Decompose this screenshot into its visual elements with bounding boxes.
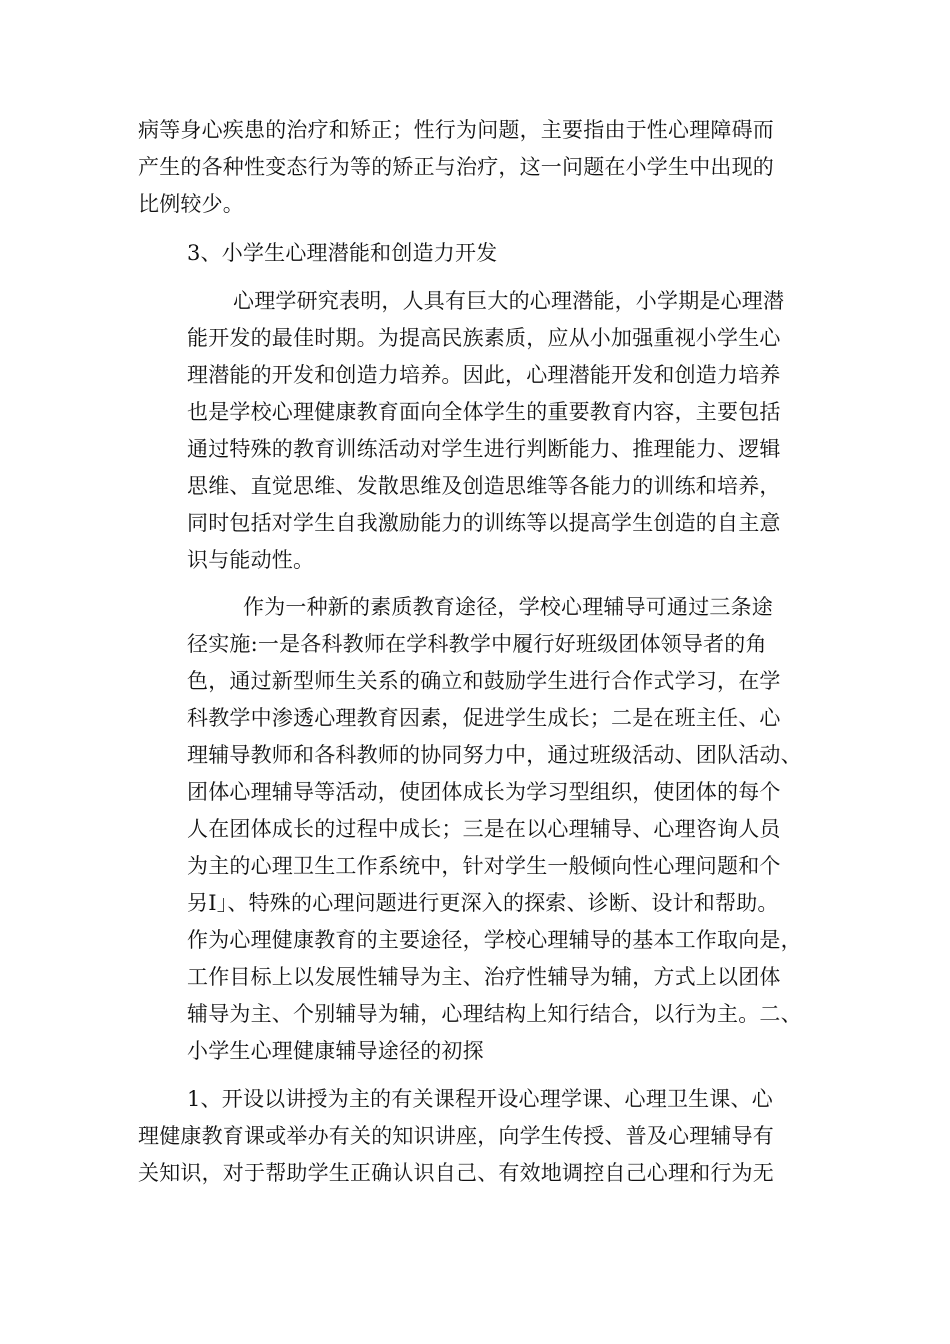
text-line: 色，通过新型师生关系的确立和鼓励学生进行合作式学习，在学 — [187, 669, 781, 693]
text-line: 团体心理辅导等活动，使团体成长为学习型组织，使团体的每个 — [187, 780, 781, 804]
text-line: 理潜能的开发和创造力培养。因此，心理潜能开发和创造力培养 — [187, 363, 781, 387]
text-line: 另I」、特殊的心理问题进行更深入的探索、诊断、设计和帮助。 — [187, 891, 779, 915]
text-line: 比例较少。 — [138, 192, 244, 216]
text-line: 理健康教育课或举办有关的知识讲座，向学生传授、普及心理辅导有 — [138, 1124, 774, 1148]
text-line: 也是学校心理健康教育面向全体学生的重要教育内容，主要包括 — [187, 400, 781, 424]
section-heading: 3、小学生心理潜能和创造力开发 — [187, 241, 498, 265]
text-line: 同时包括对学生自我激励能力的训练等以提高学生创造的自主意 — [187, 511, 781, 535]
text-line: 1、开设以讲授为主的有关课程开设心理学课、心理卫生课、心 — [187, 1087, 773, 1111]
text-line: 人在团体成长的过程中成长；三是在以心理辅导、心理咨询人员 — [187, 817, 781, 841]
text-line: 作为一种新的素质教育途径，学校心理辅导可通过三条途 — [243, 595, 773, 619]
text-line: 通过特殊的教育训练活动对学生进行判断能力、推理能力、逻辑 — [187, 437, 781, 461]
text-line: 为主的心理卫生工作系统中，针对学生一般倾向性心理问题和个 — [187, 854, 781, 878]
text-line: 病等身心疾患的治疗和矫正；性行为问题，主要指由于性心理障碍而 — [138, 118, 774, 142]
text-line: 工作目标上以发展性辅导为主、治疗性辅导为辅，方式上以团体 — [187, 965, 781, 989]
text-line: 产生的各种性变态行为等的矫正与治疗，这一问题在小学生中出现的 — [138, 155, 774, 179]
text-line: 科教学中渗透心理教育因素，促进学生成长；二是在班主任、心 — [187, 706, 781, 730]
text-line: 小学生心理健康辅导途径的初探 — [187, 1039, 484, 1063]
text-line: 理辅导教师和各科教师的协同努力中，通过班级活动、团队活动、 — [187, 743, 802, 767]
text-line: 思维、直觉思维、发散思维及创造思维等各能力的训练和培养， — [187, 474, 781, 498]
text-line: 识与能动性。 — [187, 548, 315, 572]
text-line: 辅导为主、个别辅导为辅，心理结构上知行结合，以行为主。二、 — [187, 1002, 802, 1026]
text-line: 作为心理健康教育的主要途径，学校心理辅导的基本工作取向是， — [187, 928, 802, 952]
text-line: 径实施:一是各科教师在学科教学中履行好班级团体领导者的角 — [187, 632, 767, 656]
text-line: 关知识，对于帮助学生正确认识自己、有效地调控自己心理和行为无 — [138, 1161, 774, 1185]
text-line: 能开发的最佳时期。为提高民族素质，应从小加强重视小学生心 — [187, 326, 781, 350]
text-line: 心理学研究表明，人具有巨大的心理潜能，小学期是心理潜 — [233, 289, 785, 313]
